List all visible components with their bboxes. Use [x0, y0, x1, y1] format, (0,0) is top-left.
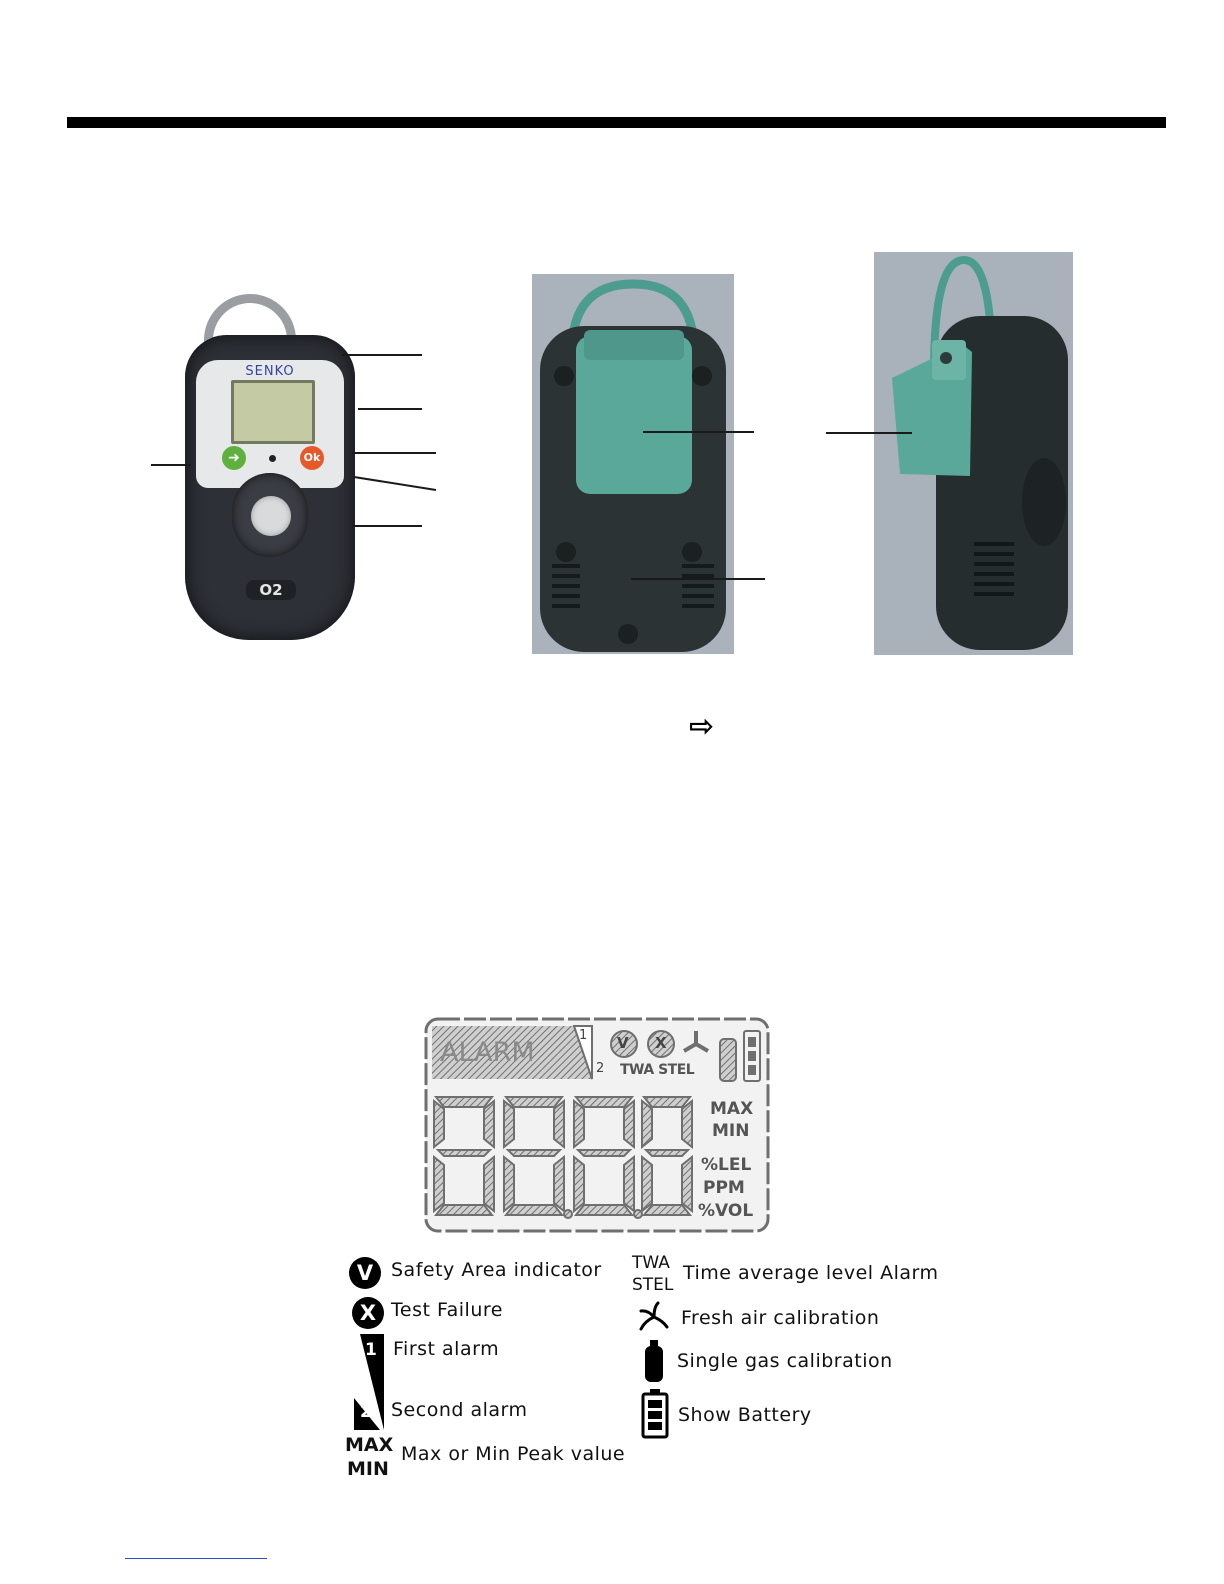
top-rule [67, 117, 1166, 128]
sensor-grille [251, 496, 291, 536]
legend-show-battery: Show Battery [678, 1404, 812, 1426]
legend-fresh-air: Fresh air calibration [681, 1307, 880, 1329]
front-device-photo [150, 290, 390, 650]
footer-link-underline [125, 1558, 267, 1559]
twa-symbol: TWA [632, 1253, 670, 1273]
buzzer-hole [269, 455, 276, 462]
ok-button: Ok [300, 446, 324, 470]
gas-type-tag: O2 [246, 580, 296, 600]
fail-cross-icon: X [352, 1297, 384, 1329]
legend-max-min: Max or Min Peak value [401, 1443, 626, 1465]
callout-line [342, 354, 422, 356]
right-arrow-icon: ⇨ [689, 709, 715, 744]
device-display [231, 380, 315, 444]
legend-time-average: Time average level Alarm [683, 1262, 939, 1284]
min-symbol: MIN [347, 1458, 389, 1480]
callout-line [643, 431, 754, 433]
callout-line [826, 432, 912, 434]
gas-cylinder-icon [643, 1340, 665, 1382]
lcd-twa-stel: TWA STEL [620, 1062, 695, 1078]
device-face [196, 360, 344, 488]
max-symbol: MAX [345, 1434, 394, 1456]
lcd-ppm: PPM [703, 1178, 745, 1198]
lcd-fail-symbol: X [655, 1034, 667, 1052]
lcd-max: MAX [710, 1099, 754, 1119]
callout-line [358, 408, 422, 410]
callout-line [352, 452, 436, 454]
legend-safety-area: Safety Area indicator [391, 1259, 602, 1281]
legend-second-alarm: Second alarm [391, 1399, 528, 1421]
lcd-alarm-text: ALARM [440, 1037, 535, 1068]
callout-line [631, 578, 765, 580]
battery-icon [641, 1389, 669, 1439]
next-arrow-icon: ➜ [222, 446, 246, 470]
legend-single-gas: Single gas calibration [677, 1350, 893, 1372]
fan-icon [637, 1301, 671, 1333]
lcd-lel: %LEL [701, 1155, 752, 1175]
legend-first-alarm: First alarm [393, 1338, 500, 1360]
first-alarm-icon: 1 [365, 1340, 377, 1360]
lcd-alarm-level-2: 2 [596, 1061, 605, 1076]
safe-check-icon: V [349, 1257, 381, 1289]
lcd-alarm-level-1: 1 [579, 1028, 588, 1043]
lcd-diagram [424, 1017, 770, 1233]
brand-logo: SENKO [245, 364, 295, 379]
callout-line [352, 525, 422, 527]
lcd-min: MIN [712, 1121, 750, 1141]
second-alarm-icon: 2 [360, 1402, 372, 1422]
lcd-vol: %VOL [698, 1201, 754, 1221]
callout-line [151, 464, 191, 466]
side-device-photo [874, 252, 1073, 655]
stel-symbol: STEL [632, 1275, 674, 1295]
lcd-safe-symbol: V [617, 1034, 629, 1052]
lcd-digits [424, 1017, 425, 1018]
legend-test-failure: Test Failure [391, 1299, 503, 1321]
back-device-photo [532, 274, 734, 654]
